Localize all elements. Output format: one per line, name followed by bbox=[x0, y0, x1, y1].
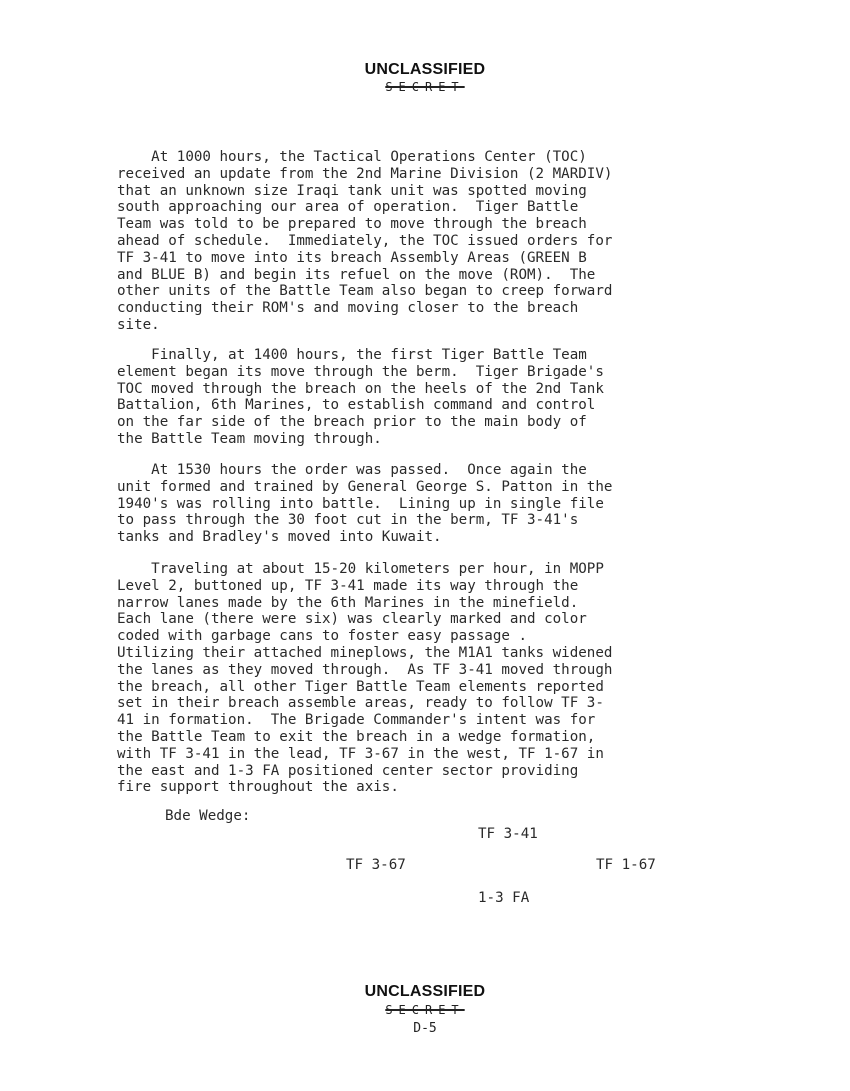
paragraph-2: Finally, at 1400 hours, the first Tiger Battle Team element began its move through the berm. Tiger Brigade's TOC moved through the breach on the heels of the 2nd Tank Battalion, 6th Marines, to establish command and control on the far side of the breach prior to the main body of the Battle Team moving through. bbox=[117, 347, 604, 447]
paragraph-3: At 1530 hours the order was passed. Once again the unit formed and trained by General George S. Patton in the 1940's was rolling into battle. Lining up in single file to pass through the 30 foot cut in the berm, TF 3-41's tanks and Bradley's moved into Kuwait. bbox=[117, 462, 613, 546]
formation-center: 1-3 FA bbox=[478, 890, 530, 906]
header-struck-marking: SECRET bbox=[385, 80, 465, 94]
paragraph-4: Traveling at about 15-20 kilometers per hour, in MOPP Level 2, buttoned up, TF 3-41 made its way through the narrow lanes made by the 6th Marines in the minefield. Each lane (there were six) was clearly marked and color coded with garbage cans to foster easy passage . Utilizing their attached mineplows, the M1A1 tanks widened the lanes as they moved through. As TF 3-41 moved through the breach, all other Tiger Battle Team elements reported set in their breach assemble areas, ready to follow TF 3- 41 in formation. The Brigade Commander's intent was for the Battle Team to exit the breach in a wedge formation, with TF 3-41 in the lead, TF 3-67 in the west, TF 1-67 in the east and 1-3 FA positioned center sector providing fire support throughout the axis. bbox=[117, 561, 613, 796]
page-number: D-5 bbox=[413, 1021, 437, 1036]
formation-lead: TF 3-41 bbox=[478, 826, 538, 842]
paragraph-1: At 1000 hours, the Tactical Operations Center (TOC) received an update from the 2nd Marine Division (2 MARDIV) that an unknown size Iraqi tank unit was spotted moving south approaching our area of operation. Tiger Battle Team was told to be prepared to move through the breach ahead of schedule. Immediately, the TOC issued orders for TF 3-41 to move into its breach Assembly Areas (GREEN B and BLUE B) and begin its refuel on the move (ROM). The other units of the Battle Team also began to creep forward conducting their ROM's and moving closer to the breach site. bbox=[117, 149, 613, 333]
formation-label: Bde Wedge: bbox=[165, 808, 251, 824]
formation-east: TF 1-67 bbox=[596, 857, 656, 873]
footer-struck-marking: SECRET bbox=[385, 1003, 465, 1017]
header-classification: UNCLASSIFIED bbox=[364, 61, 486, 78]
footer-classification: UNCLASSIFIED bbox=[364, 983, 486, 1000]
formation-west: TF 3-67 bbox=[346, 857, 406, 873]
